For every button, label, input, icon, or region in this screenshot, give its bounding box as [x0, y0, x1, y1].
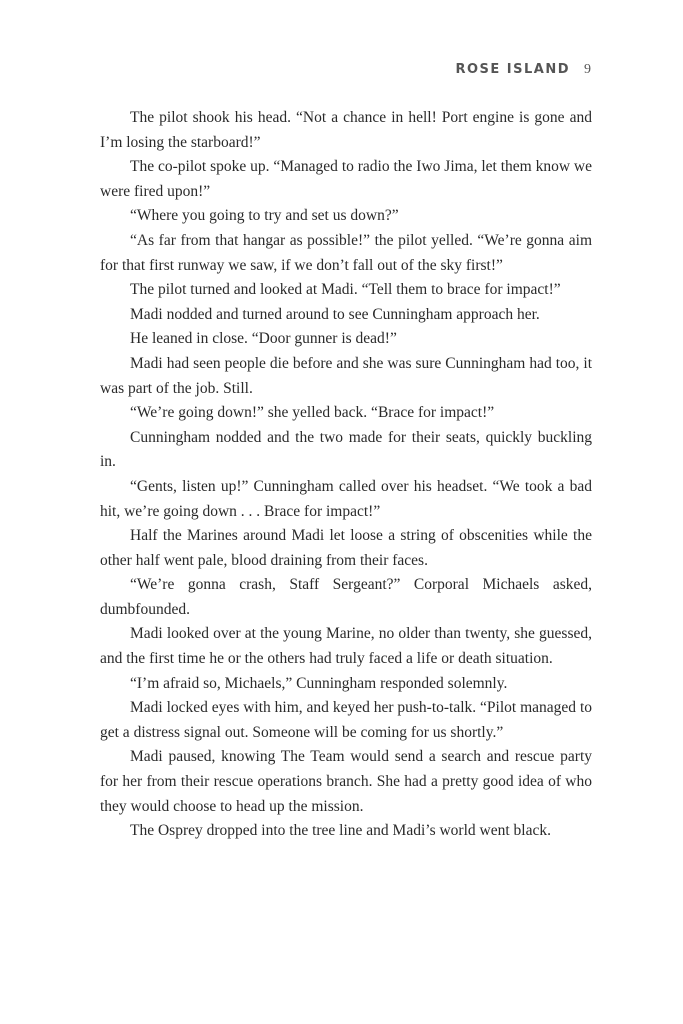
paragraph: Madi locked eyes with him, and keyed her push-to-talk. “Pilot managed to get a distress signal out. Someone will be coming for us shortly.”	[100, 699, 592, 741]
paragraph: Cunningham nodded and the two made for their seats, quickly buckling in.	[100, 428, 592, 471]
paragraph: Madi paused, knowing The Team would send a search and rescue party for her from their rescue operations branch. She had a pretty good idea of who they would choose to head up the mission.	[100, 748, 592, 815]
running-title: ROSE ISLAND	[455, 62, 570, 77]
running-head	[455, 62, 591, 78]
paragraph: The co-pilot spoke up. “Managed to radio the Iwo Jima, let them know we were fired upon!”	[100, 158, 592, 200]
paragraph: The pilot shook his head. “Not a chance in hell! Port engine is gone and I’m losing the starboard!”	[100, 109, 592, 151]
paragraph: Madi had seen people die before and she was sure Cunningham had too, it was part of the job. Still.	[100, 354, 592, 397]
paragraph: “We’re gonna crash, Staff Sergeant?” Corporal Michaels asked, dumbfounded.	[100, 576, 592, 618]
page-number: 9	[584, 62, 591, 77]
paragraph: Madi nodded and turned around to see Cunningham approach her.	[130, 305, 540, 323]
paragraph: The Osprey dropped into the tree line and Madi’s world went black.	[130, 822, 551, 840]
paragraph: He leaned in close. “Door gunner is dead!”	[130, 330, 397, 348]
paragraph: “We’re going down!” she yelled back. “Brace for impact!”	[130, 404, 495, 422]
paragraph: “As far from that hangar as possible!” the pilot yelled. “We’re gonna aim for that first runway we saw, if we don’t fall out of the sky first!”	[100, 231, 592, 274]
paragraph: “Where you going to try and set us down?”	[130, 207, 399, 225]
paragraph: Madi looked over at the young Marine, no older than twenty, she guessed, and the first time he or the others had truly faced a life or death situation.	[100, 625, 592, 668]
paragraph: “Gents, listen up!” Cunningham called over his headset. “We took a bad hit, we’re going down . . . Brace for impact!”	[100, 477, 592, 520]
paragraph: The pilot turned and looked at Madi. “Tell them to brace for impact!”	[130, 281, 561, 299]
body-text	[100, 106, 592, 844]
paragraph: “I’m afraid so, Michaels,” Cunningham responded solemnly.	[130, 674, 508, 692]
paragraph: Half the Marines around Madi let loose a string of obscenities while the other half went pale, blood draining from their faces.	[100, 527, 592, 569]
